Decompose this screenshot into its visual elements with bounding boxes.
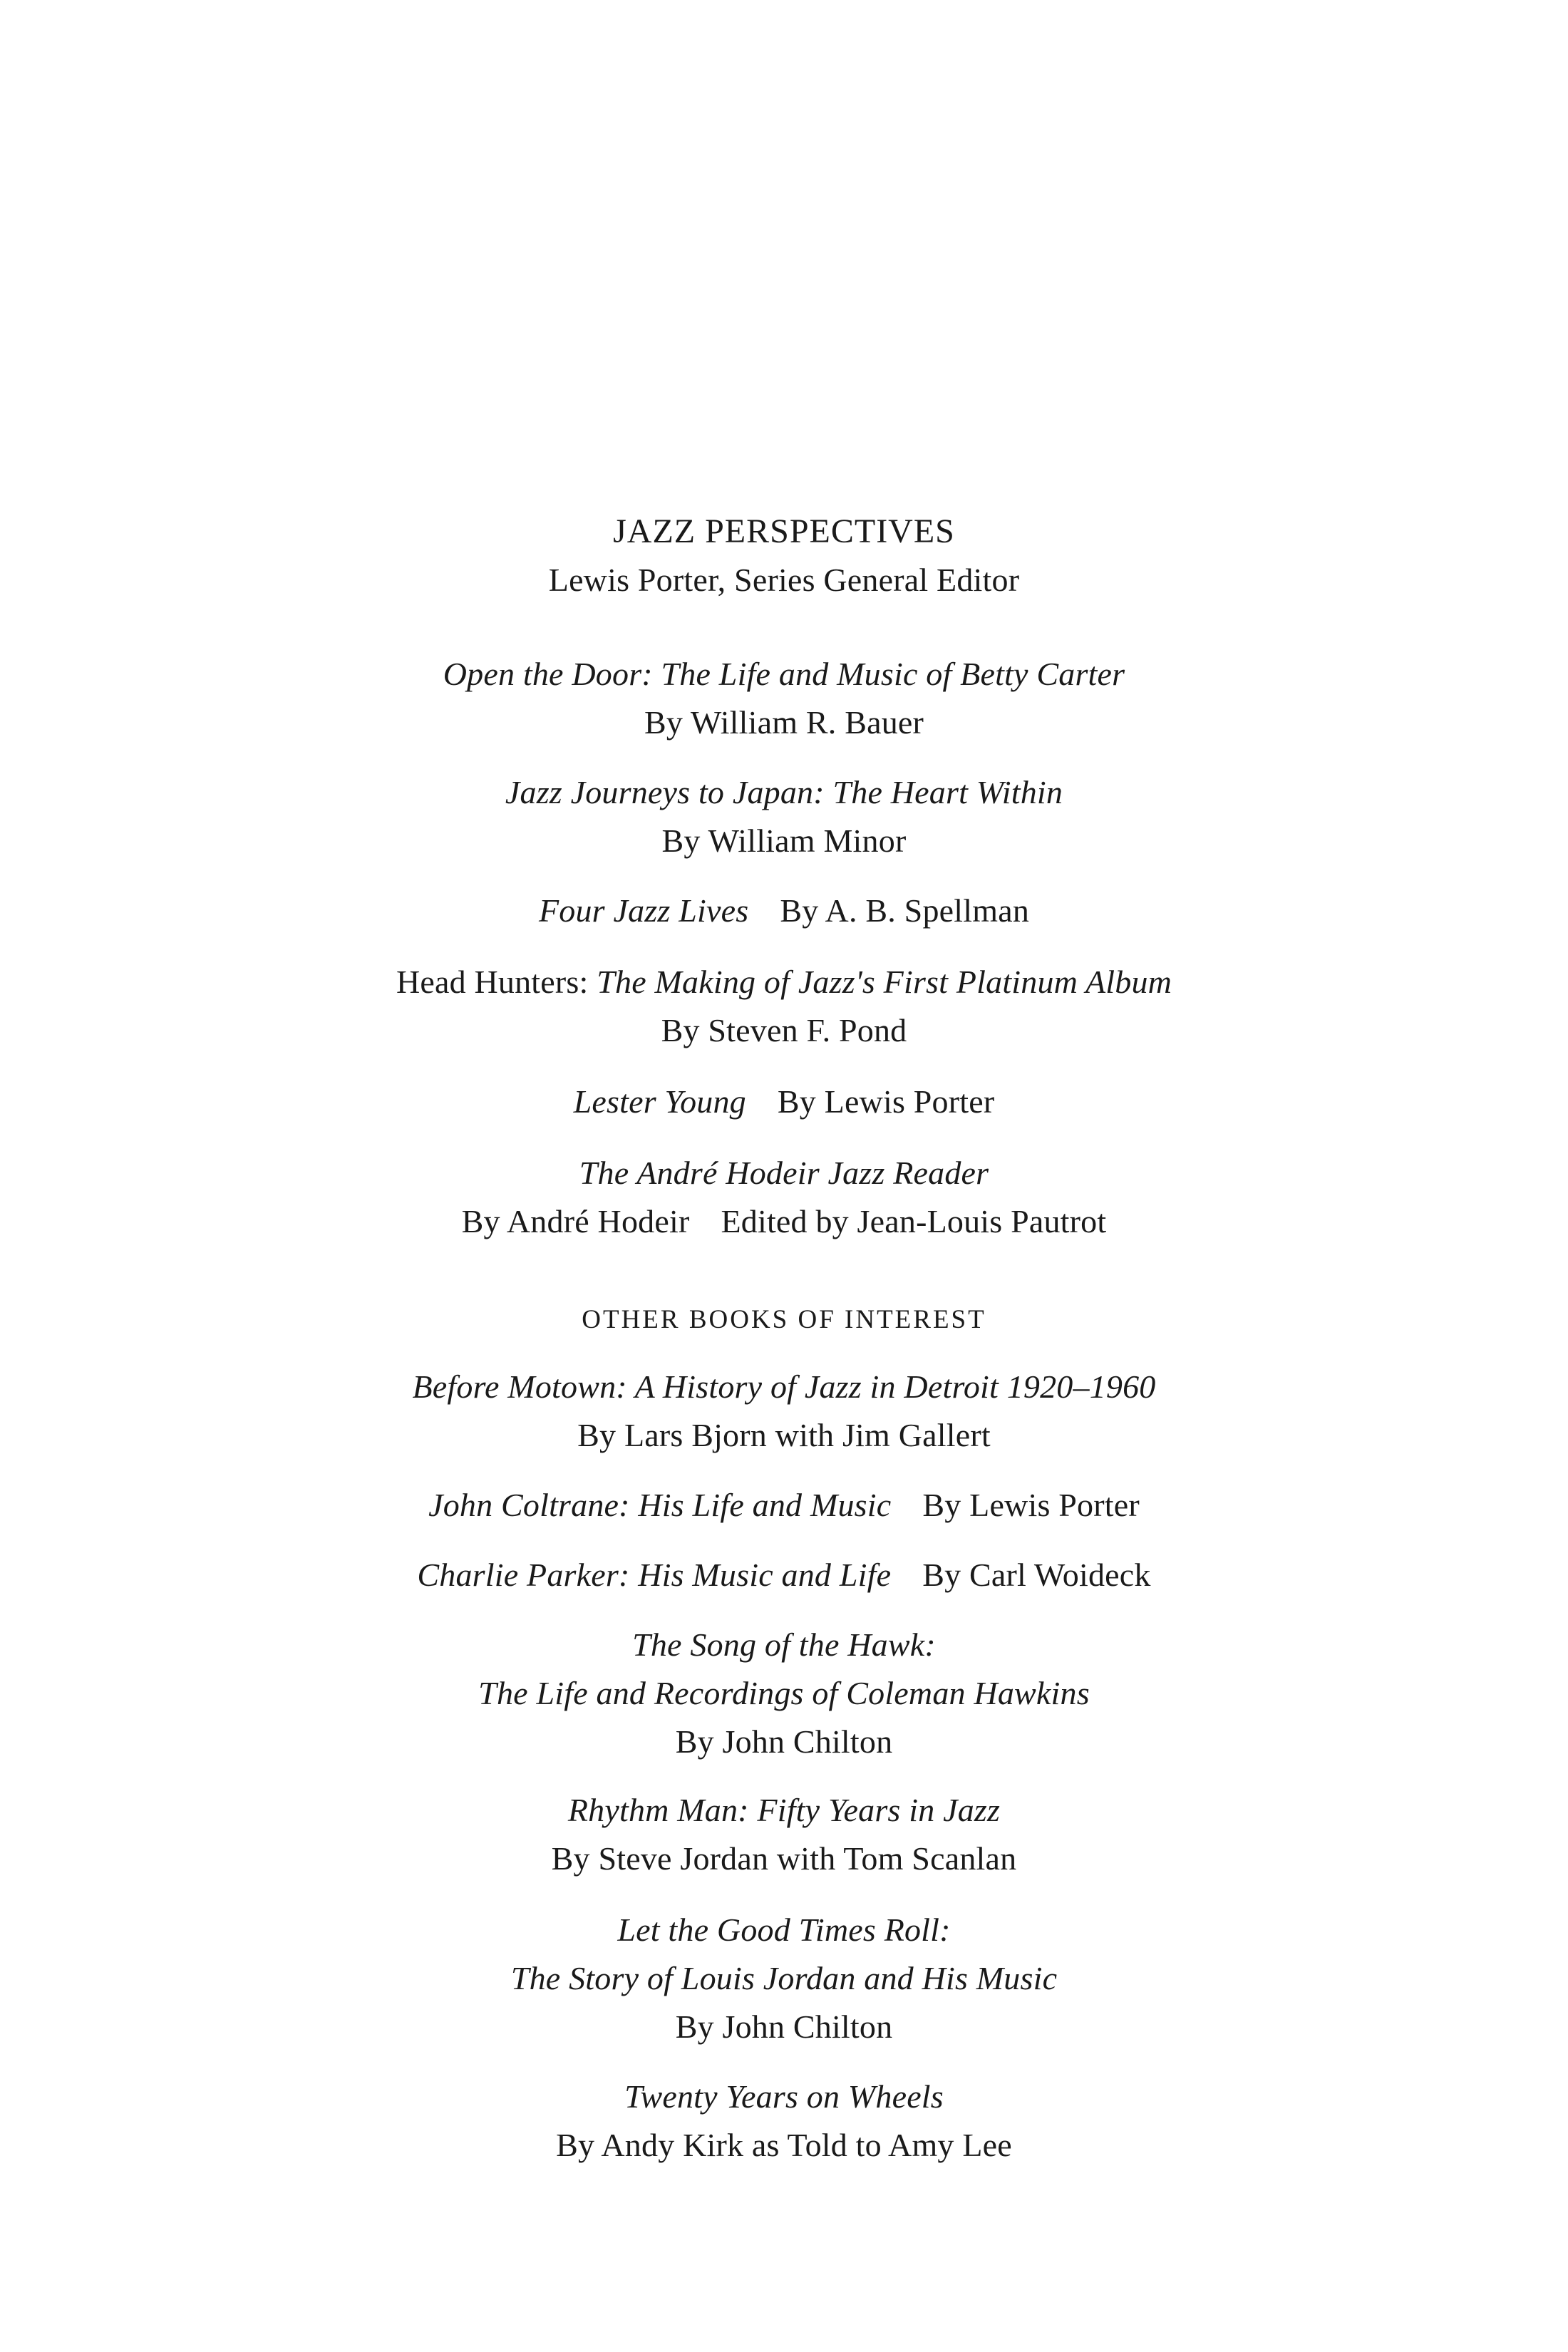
book-title: Before Motown: A History of Jazz in Detroit 1920–1960 xyxy=(412,1368,1156,1405)
series-editor: Lewis Porter, Series General Editor xyxy=(548,562,1020,598)
book-byline: By Steve Jordan with Tom Scanlan xyxy=(551,1840,1017,1877)
book-title-prefix: Head Hunters: xyxy=(396,964,597,1000)
book-subtitle: The Story of Louis Jordan and His Music xyxy=(510,1960,1058,1996)
book-byline: By A. B. Spellman xyxy=(780,892,1030,929)
book-title: Let the Good Times Roll: xyxy=(617,1912,951,1948)
book-byline: By Carl Woideck xyxy=(922,1557,1151,1593)
book-title: Charlie Parker: His Music and Life xyxy=(417,1557,892,1593)
book-title xyxy=(0,962,1568,1002)
book-title: Open the Door: The Life and Music of Betty Carter xyxy=(443,656,1125,692)
book-entry xyxy=(0,1202,1568,1242)
book-title: Four Jazz Lives xyxy=(538,892,749,929)
book-title-italic: The Making of Jazz's First Platinum Album xyxy=(597,964,1172,1000)
book-title: John Coltrane: His Life and Music xyxy=(428,1487,892,1523)
book-entry xyxy=(0,1485,1568,1525)
book-byline: By Lewis Porter xyxy=(777,1083,995,1120)
book-editor: Edited by Jean-Louis Pautrot xyxy=(721,1203,1107,1239)
book-title: Twenty Years on Wheels xyxy=(624,2078,944,2115)
book-title: The Song of the Hawk: xyxy=(632,1626,936,1663)
book-byline: By William R. Bauer xyxy=(644,704,924,741)
book-byline: By John Chilton xyxy=(675,2008,893,2045)
section-heading: OTHER BOOKS OF INTEREST xyxy=(582,1305,986,1334)
book-byline: By André Hodeir xyxy=(461,1203,690,1239)
book-entry xyxy=(0,1555,1568,1595)
book-byline: By Lars Bjorn with Jim Gallert xyxy=(577,1417,991,1453)
book-title: Jazz Journeys to Japan: The Heart Within xyxy=(505,774,1063,810)
book-byline: By Andy Kirk as Told to Amy Lee xyxy=(556,2127,1012,2163)
book-title: The André Hodeir Jazz Reader xyxy=(579,1155,989,1191)
book-entry xyxy=(0,891,1568,931)
series-title: JAZZ PERSPECTIVES xyxy=(613,512,955,550)
book-subtitle: The Life and Recordings of Coleman Hawkins xyxy=(478,1675,1090,1711)
book-byline: By John Chilton xyxy=(675,1723,893,1760)
book-entry xyxy=(0,1082,1568,1122)
book-byline: By Steven F. Pond xyxy=(661,1012,907,1048)
book-byline: By Lewis Porter xyxy=(922,1487,1140,1523)
book-byline: By William Minor xyxy=(661,822,907,859)
book-title: Rhythm Man: Fifty Years in Jazz xyxy=(567,1792,1001,1828)
book-title: Lester Young xyxy=(573,1083,746,1120)
